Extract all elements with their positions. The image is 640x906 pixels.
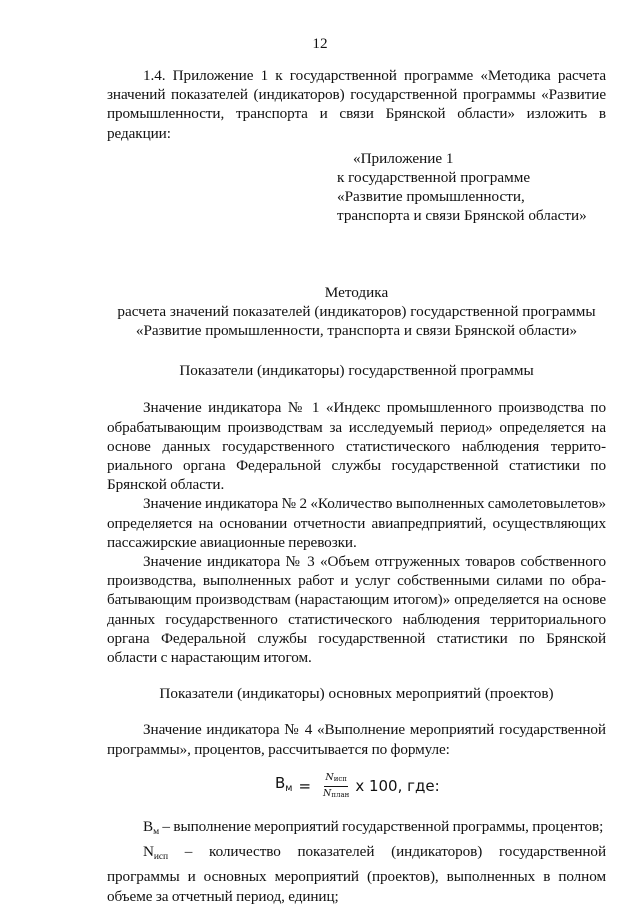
formula-equals: = bbox=[298, 776, 312, 795]
indicator-3-paragraph: Значение индикатора № 3 «Объем отгруженных товаров собственного производства, выполненных работ и услуг собственными силами по обрабатывающим производствам (нарастающим итогом)» определяется на основе данных государственного статистического наблюдения территориального органа Федеральной службы государственной статистики по Брянской области с нарастающим итогом. bbox=[107, 553, 606, 667]
formula-tail: x 100, где: bbox=[355, 776, 440, 795]
indicator-1-paragraph: Значение индикатора № 1 «Индекс промышленного производства по обрабатывающим производствам за исследуемый период» определяется на основе данных государственного статистического наблюдения территориального органа Федеральной службы государственной статистики по Брянской области. bbox=[107, 399, 606, 494]
definition-nisp-text: – количество показателей (индикаторов) государственной программы и основных мероприятий (проектов), выполненных в полном объеме за отчетный период, единиц; bbox=[107, 843, 606, 905]
intro-paragraph: 1.4. Приложение 1 к государственной программе «Методика расчета значений показателей (индикаторов) государственной программы «Развитие промышленности, транспорта и связи Брянской области» изложить в редакции: bbox=[107, 67, 606, 142]
definition-nisp bbox=[107, 842, 606, 906]
title-line-2: расчета значений показателей (индикаторов) государственной программы bbox=[117, 302, 596, 320]
numerator-subscript: исп bbox=[333, 774, 347, 783]
methodology-title bbox=[107, 283, 606, 341]
definition-nisp-symbol: N bbox=[143, 843, 154, 861]
formula bbox=[107, 772, 606, 801]
definition-bm-text: – выполнение мероприятий государственной программы, процентов; bbox=[159, 817, 604, 835]
formula-numerator bbox=[324, 772, 348, 787]
section-heading-measure-indicators: Показатели (индикаторы) основных мероприятий (проектов) bbox=[159, 685, 554, 703]
formula-fraction bbox=[322, 772, 350, 801]
indicator-2-paragraph: Значение индикатора № 2 «Количество выполненных самолетовылетов» определяется на основании отчетности авиапредприятий, осуществляющих пассажирские авиационные перевозки. bbox=[107, 495, 606, 551]
document-body bbox=[107, 66, 606, 906]
formula-lhs-subscript: м bbox=[285, 783, 293, 795]
formula-lhs-symbol: В bbox=[275, 774, 286, 793]
definition-bm-subscript: м bbox=[153, 826, 159, 837]
title-line-3: «Развитие промышленности, транспорта и связи Брянской области» bbox=[135, 322, 578, 340]
appendix-line-1: «Приложение 1 bbox=[353, 149, 454, 167]
appendix-line-3: «Развитие промышленности, bbox=[337, 188, 525, 206]
formula-lhs bbox=[275, 774, 292, 798]
definition-bm-symbol: В bbox=[143, 817, 154, 835]
definition-bm bbox=[107, 817, 606, 842]
appendix-line-2: к государственной программе bbox=[337, 169, 531, 187]
title-line-1: Методика bbox=[324, 283, 389, 301]
appendix-reference bbox=[337, 149, 606, 226]
numerator-symbol: N bbox=[325, 771, 334, 783]
definition-nisp-subscript: исп bbox=[153, 852, 169, 863]
denominator-subscript: план bbox=[331, 790, 350, 799]
formula-denominator bbox=[322, 787, 350, 801]
appendix-line-4: транспорта и связи Брянской области» bbox=[337, 207, 587, 225]
section-heading-program-indicators: Показатели (индикаторы) государственной программы bbox=[179, 362, 534, 380]
page-number: 12 bbox=[312, 35, 328, 52]
denominator-symbol: N bbox=[323, 787, 332, 799]
indicator-4-paragraph: Значение индикатора № 4 «Выполнение мероприятий государственной программы», процентов, рассчитывается по формуле: bbox=[107, 721, 606, 758]
